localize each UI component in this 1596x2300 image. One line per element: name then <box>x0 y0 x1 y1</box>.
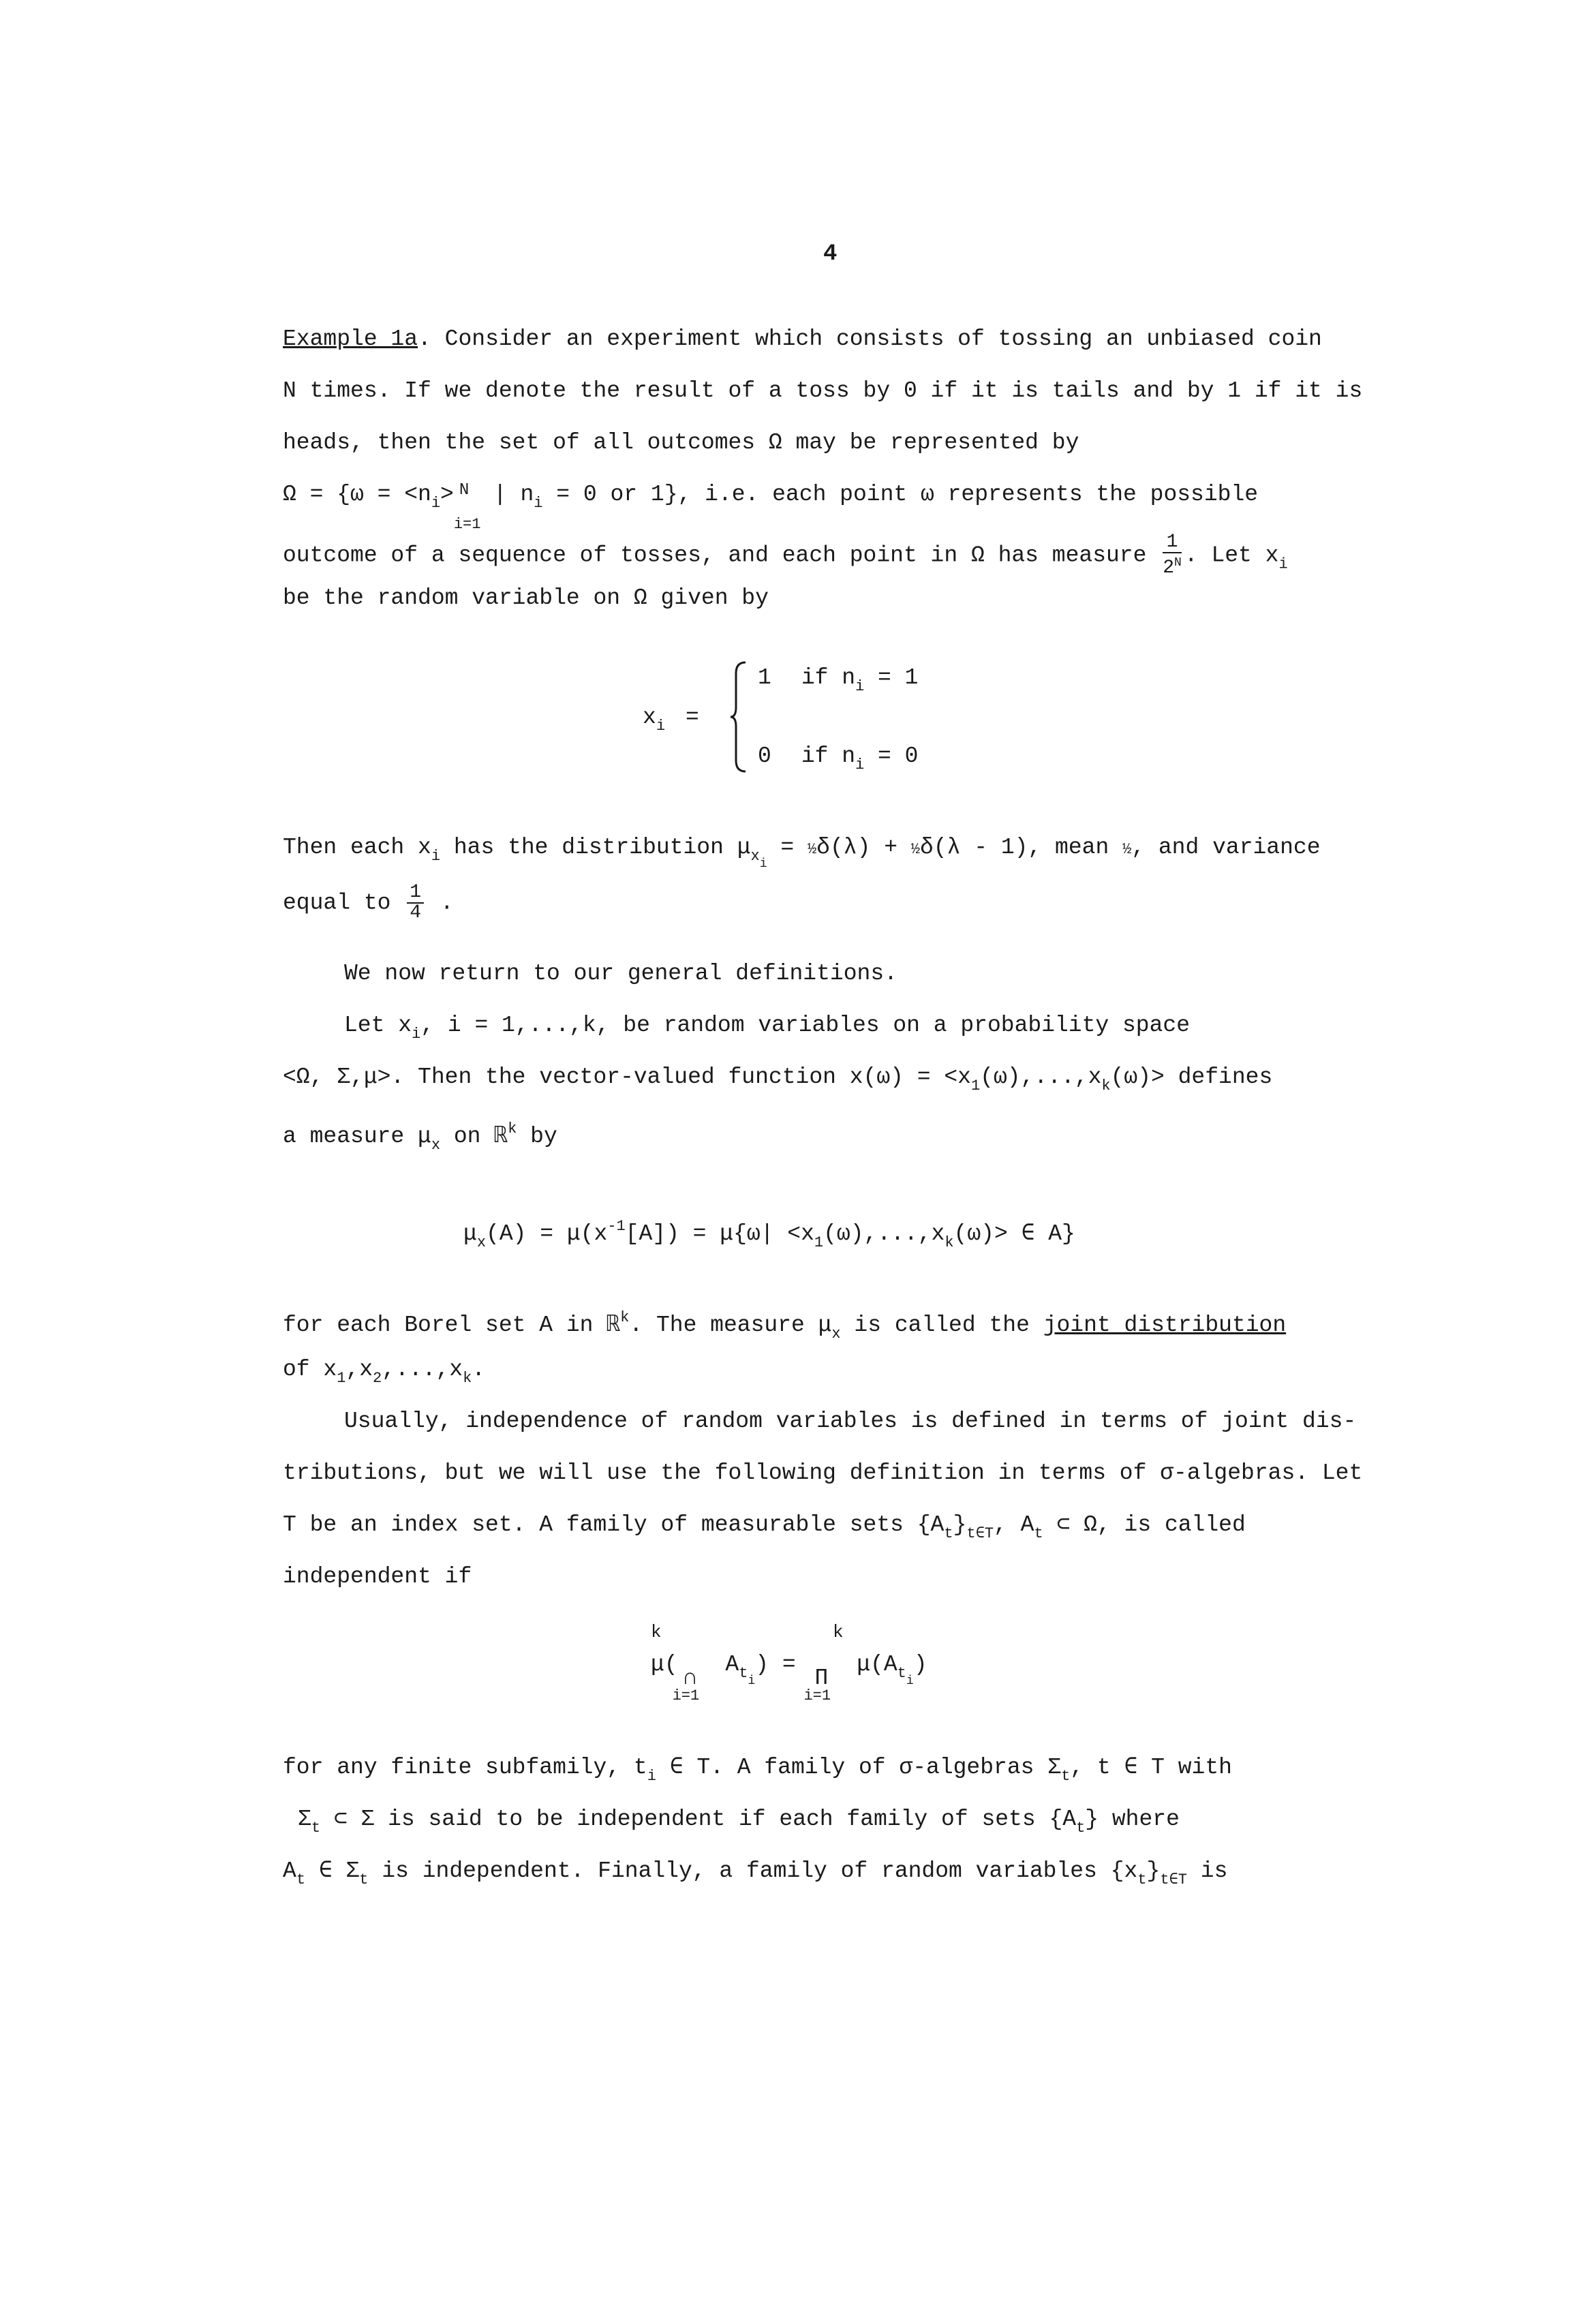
peq-close: ) <box>913 1652 927 1677</box>
meq-sup: -1 <box>607 1218 626 1235</box>
intersection-icon: ∩ <box>683 1666 697 1691</box>
left-brace-icon <box>729 660 748 774</box>
gen3-a: <Ω, Σ,μ>. Then the vector-valued function x(ω) = <x <box>283 1064 971 1090</box>
peq-range-2: i=1 <box>803 1687 831 1704</box>
lhs-x: x <box>643 705 656 730</box>
meq-sub-k: k <box>945 1234 954 1251</box>
joint-b: . The measure μ <box>629 1313 832 1338</box>
condition: | n <box>493 482 534 507</box>
ind3-s2: t∈T <box>966 1525 994 1542</box>
gen3-sub-k: k <box>1101 1077 1111 1094</box>
fin2-c: } where <box>1085 1807 1180 1832</box>
case-2-sub: i <box>855 756 865 773</box>
example-line-1 <box>283 326 1332 353</box>
product-k-upper-2: k <box>833 1622 844 1642</box>
equals: = <box>686 705 699 730</box>
example-line-1-text: . Consider an experiment which consists of tossing an unbiased coin <box>418 326 1322 352</box>
gen-let: Let x <box>344 1013 412 1038</box>
meq-d: (ω),...,x <box>823 1221 945 1246</box>
gen4-a: a measure μ <box>283 1124 431 1149</box>
frac-den-sup: N <box>1174 556 1182 570</box>
gen4-sup-k: k <box>508 1120 517 1137</box>
joint2-a: of x <box>283 1357 337 1382</box>
cases-lhs <box>643 704 699 740</box>
fin1-a: for any finite subfamily, t <box>283 1755 647 1780</box>
fin2-b: ⊂ Σ is said to be independent if each family of sets {A <box>320 1807 1077 1832</box>
peq-subsub-i2: i <box>906 1674 914 1688</box>
joint2-sk: k <box>463 1370 472 1387</box>
finale-line-2 <box>298 1806 1347 1842</box>
omega-set-formula: Ω = {ω = <n <box>283 482 431 507</box>
frac-den <box>1163 553 1182 578</box>
distribution-line-1 <box>283 834 1332 878</box>
general-line-1: We now return to our general definitions. <box>344 961 897 986</box>
dist-text-d: δ(λ) + <box>816 835 911 860</box>
fin3-s2: t <box>359 1871 369 1888</box>
fin3-c: is independent. Finally, a family of random variables {x <box>368 1858 1138 1884</box>
dist-sub-x <box>750 848 767 871</box>
case-1-value: 1 <box>758 665 771 690</box>
half-1: ½ <box>807 841 817 858</box>
dist-text-f: , and variance <box>1131 835 1321 860</box>
quarter-den: 4 <box>410 902 422 923</box>
meq-c: [A]) = μ{ω| <x <box>625 1221 814 1246</box>
gen3-b: (ω),...,x <box>980 1064 1102 1090</box>
meq-e: (ω)> ∈ A} <box>953 1221 1075 1246</box>
sup-N: N <box>459 481 470 500</box>
page-number: 4 <box>823 241 838 267</box>
fin3-s1: t <box>296 1871 306 1888</box>
case-2-condition: if n <box>801 743 856 769</box>
lhs-sub: i <box>656 718 666 735</box>
joint-line-1 <box>283 1304 1332 1348</box>
sub-i: i <box>431 495 441 512</box>
gen-sub-i: i <box>412 1026 421 1043</box>
independence-line-2: tributions, but we will use the following definition in terms of σ-algebras. Let <box>283 1460 1363 1486</box>
case-1-rest: = 1 <box>864 665 919 690</box>
joint-sup-k: k <box>620 1309 630 1326</box>
measure-fraction <box>1163 533 1182 578</box>
fin3-b: ∈ Σ <box>305 1858 360 1884</box>
example-line-4 <box>283 481 1332 533</box>
independence-line-4: independent if <box>283 1564 472 1589</box>
fin1-s2: t <box>1061 1768 1071 1785</box>
case-2-value: 0 <box>758 743 771 769</box>
example-line-3: heads, then the set of all outcomes Ω may be represented by <box>283 430 1079 455</box>
joint2-s2: 2 <box>373 1370 382 1387</box>
sub-i: i <box>1278 555 1288 573</box>
dist-text-e: δ(λ - 1), mean <box>920 835 1123 860</box>
frac-num: 1 <box>1163 533 1182 553</box>
cond-sub: i <box>534 495 543 512</box>
peq-sub-t-text: t <box>739 1665 748 1682</box>
fin2-a: Σ <box>298 1807 311 1832</box>
independence-line-1: Usually, independence of random variables is defined in terms of joint dis- <box>344 1409 1357 1434</box>
joint2-d: . <box>472 1357 486 1382</box>
dist-subsub-i: i <box>759 857 767 871</box>
peq-eq: ) = <box>755 1652 810 1677</box>
finale-line-1 <box>283 1754 1332 1790</box>
joint-c: is called the <box>840 1313 1043 1338</box>
peq-A: A <box>711 1652 739 1677</box>
fin1-c: , t ∈ T with <box>1070 1755 1232 1780</box>
fin3-s4: t∈T <box>1160 1871 1187 1888</box>
gen4-c: by <box>517 1124 557 1149</box>
case-2-rest: = 0 <box>864 743 919 769</box>
peq-subsub-i: i <box>748 1674 756 1688</box>
joint-sub-x: x <box>831 1325 841 1343</box>
case-1 <box>758 664 918 701</box>
dist-text-b: has the distribution μ <box>440 835 751 860</box>
fin1-b: ∈ T. A family of σ-algebras Σ <box>656 1755 1062 1780</box>
peq-sub-t2 <box>897 1665 914 1688</box>
example-line-5-let: . Let x <box>1184 542 1279 568</box>
period: . <box>440 890 454 916</box>
peq-range-1: i=1 <box>672 1687 700 1704</box>
fin3-s3: t <box>1137 1871 1147 1888</box>
equal-to-text: equal to <box>283 890 391 916</box>
distribution-line-2 <box>283 883 1332 923</box>
general-line-4 <box>283 1116 1332 1159</box>
dist-sub-i: i <box>431 848 441 865</box>
case-2 <box>758 743 918 779</box>
dist-text-a: Then each x <box>283 835 431 860</box>
peq-mu: μ( <box>651 1652 678 1677</box>
example-label: Example 1a <box>283 326 418 352</box>
gen4-sub-x: x <box>431 1137 441 1154</box>
ind3-s1: t <box>944 1525 953 1542</box>
ind3-s3: t <box>1034 1525 1043 1542</box>
peq-d: μ(A <box>843 1652 897 1677</box>
peq-sub-t <box>739 1665 756 1688</box>
gen-text: , i = 1,...,k, be random variables on a probability space <box>420 1013 1191 1038</box>
joint-line-2 <box>283 1356 1332 1392</box>
product-equation <box>651 1651 927 1704</box>
gen3-sub-1: 1 <box>970 1077 981 1094</box>
case-1-sub: i <box>855 678 865 695</box>
fin2-s1: t <box>311 1820 321 1837</box>
ind3-d: ⊂ Ω, is called <box>1043 1512 1246 1537</box>
product-k-upper-1: k <box>651 1622 662 1642</box>
meq-mu: μ <box>463 1221 477 1246</box>
general-line-2 <box>344 1012 1394 1048</box>
bracket: > <box>440 482 454 507</box>
ind3-c: , A <box>994 1512 1034 1537</box>
example-line-2: N times. If we denote the result of a toss by 0 if it is tails and by 1 if it is <box>283 378 1363 403</box>
fin1-s1: i <box>647 1768 656 1785</box>
fin2-s2: t <box>1076 1820 1086 1837</box>
ind3-a: T be an index set. A family of measurable sets {A <box>283 1512 945 1537</box>
joint2-s1: 1 <box>337 1370 346 1387</box>
meq-sub-x: x <box>476 1234 487 1251</box>
meq-b: (A) = μ(x <box>486 1221 608 1246</box>
joint-distribution-term: joint distribution <box>1043 1313 1287 1338</box>
example-line-5-text: outcome of a sequence of tosses, and each point in Ω has measure <box>283 542 1147 568</box>
frac-den-base: 2 <box>1163 557 1175 579</box>
finale-line-3 <box>283 1858 1332 1894</box>
case-1-condition: if n <box>801 665 856 690</box>
dist-sub-x-text: x <box>750 848 760 865</box>
condition-rest: = 0 or 1} <box>542 482 678 507</box>
example-line-5 <box>283 533 1332 579</box>
peq-sub-t2-text: t <box>897 1665 906 1682</box>
quarter-num: 1 <box>407 883 424 904</box>
meq-sub-1: 1 <box>814 1234 824 1251</box>
general-line-3 <box>283 1064 1332 1100</box>
fin3-e: is <box>1186 1858 1228 1884</box>
quarter-fraction <box>407 883 424 923</box>
joint2-b: ,x <box>346 1357 373 1382</box>
ind3-b: } <box>953 1512 967 1537</box>
half-2: ½ <box>910 841 920 858</box>
product-icon: Π <box>814 1666 829 1691</box>
example-line-6: be the random variable on Ω given by <box>283 585 769 611</box>
measure-equation <box>463 1213 1075 1257</box>
dist-eq: = <box>767 835 808 860</box>
example-line-4-text: , i.e. each point ω represents the possible <box>677 482 1259 507</box>
fin3-a: A <box>283 1858 296 1884</box>
half-3: ½ <box>1122 841 1132 858</box>
joint2-c: ,...,x <box>382 1357 463 1382</box>
gen3-c: (ω)> defines <box>1110 1064 1273 1090</box>
independence-line-3 <box>283 1512 1332 1548</box>
joint-a: for each Borel set A in ℝ <box>283 1313 621 1338</box>
gen4-b: on ℝ <box>440 1124 508 1149</box>
fin3-d: } <box>1146 1858 1161 1884</box>
sub-range: i=1 <box>453 516 481 533</box>
